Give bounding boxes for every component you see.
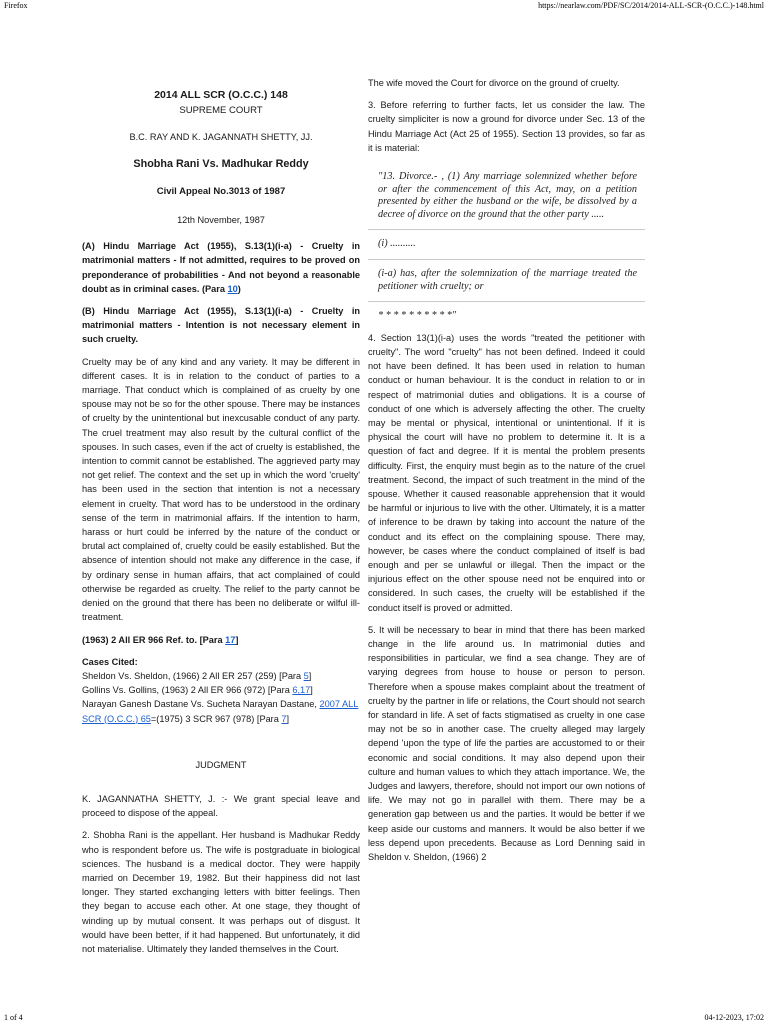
reference-note: (1963) 2 All ER 966 Ref. to. [Para 17] — [82, 634, 239, 645]
cases-cited-title: Cases Cited: — [82, 656, 138, 667]
cases-cited — [82, 655, 360, 726]
summary-paragraph: Cruelty may be of any kind and any variety. It may be different in different cases. It is in relation to the conduct of parties to a marriage. That conduct which is complained of as cruelty by one spouse may not be so for the other spouse. There may be instances of cruelty by the unintentional but inexcusable conduct of any party. The cruel treatment may also result by the cultural conflict of the spouses. In such cases, even if the act of cruelty is established, the intention to commit cannot be established. The aggrieved party may not get relief. The context and the set up in which the word 'cruelty' has been used in the section that intention is not a necessary element in cruelty. That word has to be understood in the ordinary sense of the term in matrimonial affairs. If the intention to harm, harass or hurt could be inferred by the nature of the conduct or brutal act complained of, cruelty could be easily established. But the absence of intention should not make any difference in the case, if by ordinary sense in human affairs, that act complained of could otherwise be regarded as cruelty. The relief to the party cannot be denied on the ground that there has been no deliberate or wilful ill-treatment. — [82, 356, 360, 623]
left-column — [82, 88, 360, 964]
citation-link[interactable]: 2007 ALL SCR (O.C.C.) 65 — [82, 699, 359, 724]
print-timestamp: 04-12-2023, 17:02 — [704, 1013, 764, 1022]
browser-name: Firefox — [4, 1, 28, 10]
judges: B.C. RAY AND K. JAGANNATH SHETTY, JJ. — [129, 132, 313, 143]
citation: 2014 ALL SCR (O.C.C.) 148 — [154, 89, 288, 101]
paragraph-intro: K. JAGANNATHA SHETTY, J. :- We grant special leave and proceed to dispose of the appeal. — [82, 793, 360, 819]
para-link[interactable]: 5 — [303, 670, 309, 681]
page-url: https://nearlaw.com/PDF/SC/2014/2014-ALL-SCR-(O.C.C.)-148.html — [538, 1, 764, 10]
paragraph-2-cont: The wife moved the Court for divorce on the ground of cruelty. — [368, 78, 620, 88]
case-title: Shobha Rani Vs. Madhukar Reddy — [133, 157, 309, 170]
judgment-date: 12th November, 1987 — [177, 215, 265, 226]
headnote-b: (B) Hindu Marriage Act (1955), S.13(1)(i-a) - Cruelty in matrimonial matters - Intention is not necessary element in such cruelty. — [82, 306, 360, 345]
judgment-heading: JUDGMENT — [195, 759, 247, 770]
appeal-number: Civil Appeal No.3013 of 1987 — [156, 185, 286, 197]
right-column — [368, 76, 645, 872]
quote-section-13: "13. Divorce.- , (1) Any marriage solemnized whether before or after the commencement of this Act, may, on a petition presented by either the husband or the wife, be dissolved by a decree of divorce on the ground that the other party ..... — [378, 171, 637, 220]
para-link[interactable]: 17 — [225, 634, 236, 645]
court-name: SUPREME COURT — [179, 105, 263, 117]
quote-clause-i: (i) .......... — [378, 238, 416, 250]
paragraph-3: 3. Before referring to further facts, let us consider the law. The cruelty simpliciter is now a ground for divorce under Sec. 13 of the Hindu Marriage Act (Act 25 of 1955). Section 13 provides, so far as it is material: — [368, 100, 645, 153]
paragraph-4: 4. Section 13(1)(i-a) uses the words "treated the petitioner with cruelty". The word "cruelty" has not been defined. Indeed it could not have been defined. It has been used in relation to human conduct or human behaviour. It is the conduct in relation to or in respect of matrimonial duties and obligations. It is a course of conduct of one which is adversely affecting the other. The cruelty may be mental or physical, intentional or unintentional. If it is physical the court will have no problem to determine it. It is a question of fact and degree. If it is mental the problem presents difficulty. First, the enquiry must begin as to the nature of the cruel treatment. Second, the impact of such treatment in the mind of the spouse. Whether it caused reasonable apprehension that it would be harmful or injurious to live with the other. Ultimately, it is a matter of inference to be drawn by taking into account the nature of the conduct and its effect on the complaining spouse. There may, however, be cases where the conduct complained of itself is bad enough and per se unlawful or illegal. Then the impact or the injurious effect on the other spouse need not be enquired into or considered. In such cases, the cruelty will be established if the conduct itself is proved or admitted. — [368, 332, 645, 613]
paragraph-5: 5. It will be necessary to bear in mind that there has been marked change in the life around us. In matrimonial duties and responsibilities in particular, we find a sea change. They are of varying degrees from house to house or person to person. Therefore when a spouse makes complaint about the treatment of cruelty by the partner in life or relations, the Court should not search for standard in life. A set of facts stigmatised as cruelty in one case may not be so in another case. The cruelty alleged may largely depend 'upon the type of life the parties are accustomed to or their economic and social conditions. It may also depend upon their culture and human values to which they attach importance. We, the Judges and lawyers, therefore, should not import our own notions of life. We may not go in parallel with them. There may be a generation gap between us and the parties. It would be better if we keep aside our customs and manners. It would be also better if we less depend upon precedents. Because as Lord Denning said in Sheldon v. Sheldon, (1966) 2 — [368, 624, 645, 863]
case-entry: Gollins Vs. Gollins, (1963) 2 All ER 966 (972) [Para 6,17] — [82, 685, 313, 696]
para-link[interactable]: 6,17 — [292, 685, 311, 696]
quote-asterisks: * * * * * * * * * *" — [378, 310, 457, 322]
case-entry: Narayan Ganesh Dastane Vs. Sucheta Narayan Dastane, 2007 ALL SCR (O.C.C.) 65=(1975) 3 SCR 967 (978) [Para 7] — [82, 699, 359, 724]
statute-quote — [368, 163, 645, 331]
paragraph-2: 2. Shobha Rani is the appellant. Her husband is Madhukar Reddy who is respondent before us. The wife is postgraduate in biological sciences. The husband is a medical doctor. They were happily married on December 19, 1982. But their happiness did not last longer. They started exchanging letters with bitter feelings. Then they began to accuse each other. At one stage, they thought of winding up by mutual consent. It was perhaps out of disgust. It would have been better, if it had happened. But unfortunately, it did not materialise. Ultimately they landed themselves in the Court. — [82, 830, 360, 954]
page-count: 1 of 4 — [4, 1013, 23, 1022]
para-link[interactable]: 10 — [227, 283, 238, 294]
print-footer — [0, 1010, 768, 1024]
headnote-a: (A) Hindu Marriage Act (1955), S.13(1)(i-a) - Cruelty in matrimonial matters - If not admitted, requires to be proved on preponderance of probabilities - And not beyond a reasonable doubt as in criminal cases. (Para 10) — [82, 241, 360, 294]
para-link[interactable]: 7 — [281, 713, 287, 724]
case-entry: Sheldon Vs. Sheldon, (1966) 2 All ER 257 (259) [Para 5] — [82, 670, 312, 681]
print-header — [0, 0, 768, 16]
quote-clause-ia: (i-a) has, after the solemnization of the marriage treated the petitioner with cruelty; or — [378, 267, 637, 292]
